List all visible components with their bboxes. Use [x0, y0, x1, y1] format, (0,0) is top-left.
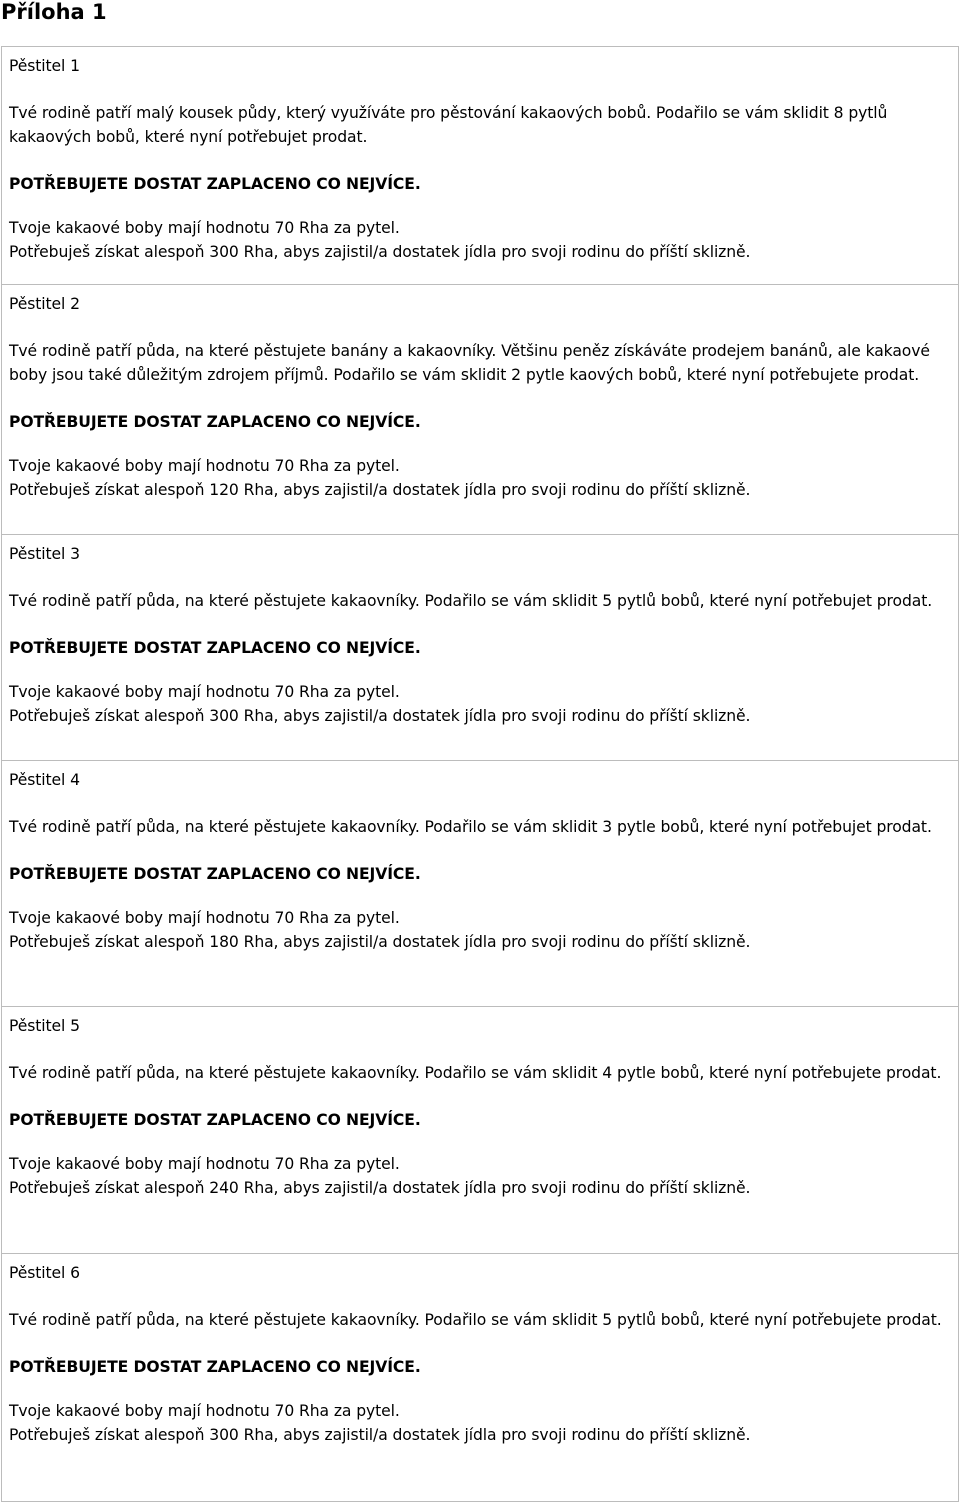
- grower-card-heading: Pěstitel 2: [9, 295, 80, 313]
- grower-card-income-need: Potřebuješ získat alespoň 120 Rha, abys zajistil/a dostatek jídla pro svoji rodinu do příští sklizně.: [9, 481, 751, 499]
- grower-card-income-need: Potřebuješ získat alespoň 300 Rha, abys zajistil/a dostatek jídla pro svoji rodinu do příští sklizně.: [9, 707, 751, 725]
- grower-card-bean-value: Tvoje kakaové boby mají hodnotu 70 Rha za pytel.: [9, 219, 400, 237]
- grower-card-income-need: Potřebuješ získat alespoň 300 Rha, abys zajistil/a dostatek jídla pro svoji rodinu do příští sklizně.: [9, 243, 751, 261]
- grower-card-income-need: Potřebuješ získat alespoň 300 Rha, abys zajistil/a dostatek jídla pro svoji rodinu do příští sklizně.: [9, 1426, 751, 1444]
- grower-card-bean-value: Tvoje kakaové boby mají hodnotu 70 Rha za pytel.: [9, 909, 400, 927]
- grower-card-intro: Tvé rodině patří půda, na které pěstujete kakaovníky. Podařilo se vám sklidit 5 pytlů bobů, které nyní potřebujete prodat.: [9, 1311, 942, 1329]
- grower-card-urgent-notice: POTŘEBUJETE DOSTAT ZAPLACENO CO NEJVÍCE.: [9, 1111, 421, 1129]
- grower-card-1: [2, 54, 958, 284]
- grower-card-intro: Tvé rodině patří půda, na které pěstujete kakaovníky. Podařilo se vám sklidit 5 pytlů bobů, které nyní potřebujet prodat.: [9, 592, 933, 610]
- grower-card-heading: Pěstitel 4: [9, 771, 80, 789]
- grower-card-3: [2, 534, 958, 760]
- page-title: Příloha 1: [1, 0, 107, 24]
- grower-card-urgent-notice: POTŘEBUJETE DOSTAT ZAPLACENO CO NEJVÍCE.: [9, 639, 421, 657]
- grower-card-intro: Tvé rodině patří půda, na které pěstujete banány a kakaovníky. Většinu peněz získáváte prodejem banánů, ale kakaové boby jsou také důležitým zdrojem příjmů. Podařilo se vám sklidit 2 pytle kaových bobů, které nyní potřebujete prodat.: [9, 342, 930, 384]
- grower-card-bean-value: Tvoje kakaové boby mají hodnotu 70 Rha za pytel.: [9, 1402, 400, 1420]
- grower-card-6: [2, 1253, 958, 1501]
- grower-cards-table: [1, 46, 959, 1502]
- grower-card-bean-value: Tvoje kakaové boby mají hodnotu 70 Rha za pytel.: [9, 457, 400, 475]
- grower-card-5: [2, 1006, 958, 1253]
- grower-card-heading: Pěstitel 5: [9, 1017, 80, 1035]
- grower-card-income-need: Potřebuješ získat alespoň 180 Rha, abys zajistil/a dostatek jídla pro svoji rodinu do příští sklizně.: [9, 933, 751, 951]
- grower-card-4: [2, 760, 958, 1006]
- grower-card-heading: Pěstitel 3: [9, 545, 80, 563]
- grower-card-intro: Tvé rodině patří půda, na které pěstujete kakaovníky. Podařilo se vám sklidit 4 pytle bobů, které nyní potřebujete prodat.: [9, 1064, 942, 1082]
- grower-card-income-need: Potřebuješ získat alespoň 240 Rha, abys zajistil/a dostatek jídla pro svoji rodinu do příští sklizně.: [9, 1179, 751, 1197]
- grower-card-bean-value: Tvoje kakaové boby mají hodnotu 70 Rha za pytel.: [9, 1155, 400, 1173]
- grower-card-urgent-notice: POTŘEBUJETE DOSTAT ZAPLACENO CO NEJVÍCE.: [9, 1358, 421, 1376]
- grower-card-bean-value: Tvoje kakaové boby mají hodnotu 70 Rha za pytel.: [9, 683, 400, 701]
- grower-card-2: [2, 284, 958, 534]
- grower-card-urgent-notice: POTŘEBUJETE DOSTAT ZAPLACENO CO NEJVÍCE.: [9, 175, 421, 193]
- grower-card-urgent-notice: POTŘEBUJETE DOSTAT ZAPLACENO CO NEJVÍCE.: [9, 413, 421, 431]
- grower-card-intro: Tvé rodině patří půda, na které pěstujete kakaovníky. Podařilo se vám sklidit 3 pytle bobů, které nyní potřebujet prodat.: [9, 818, 932, 836]
- grower-card-heading: Pěstitel 1: [9, 57, 80, 75]
- grower-card-intro: Tvé rodině patří malý kousek půdy, který využíváte pro pěstování kakaových bobů. Podařilo se vám sklidit 8 pytlů kakaových bobů, které nyní potřebujet prodat.: [9, 104, 888, 146]
- grower-card-urgent-notice: POTŘEBUJETE DOSTAT ZAPLACENO CO NEJVÍCE.: [9, 865, 421, 883]
- grower-card-heading: Pěstitel 6: [9, 1264, 80, 1282]
